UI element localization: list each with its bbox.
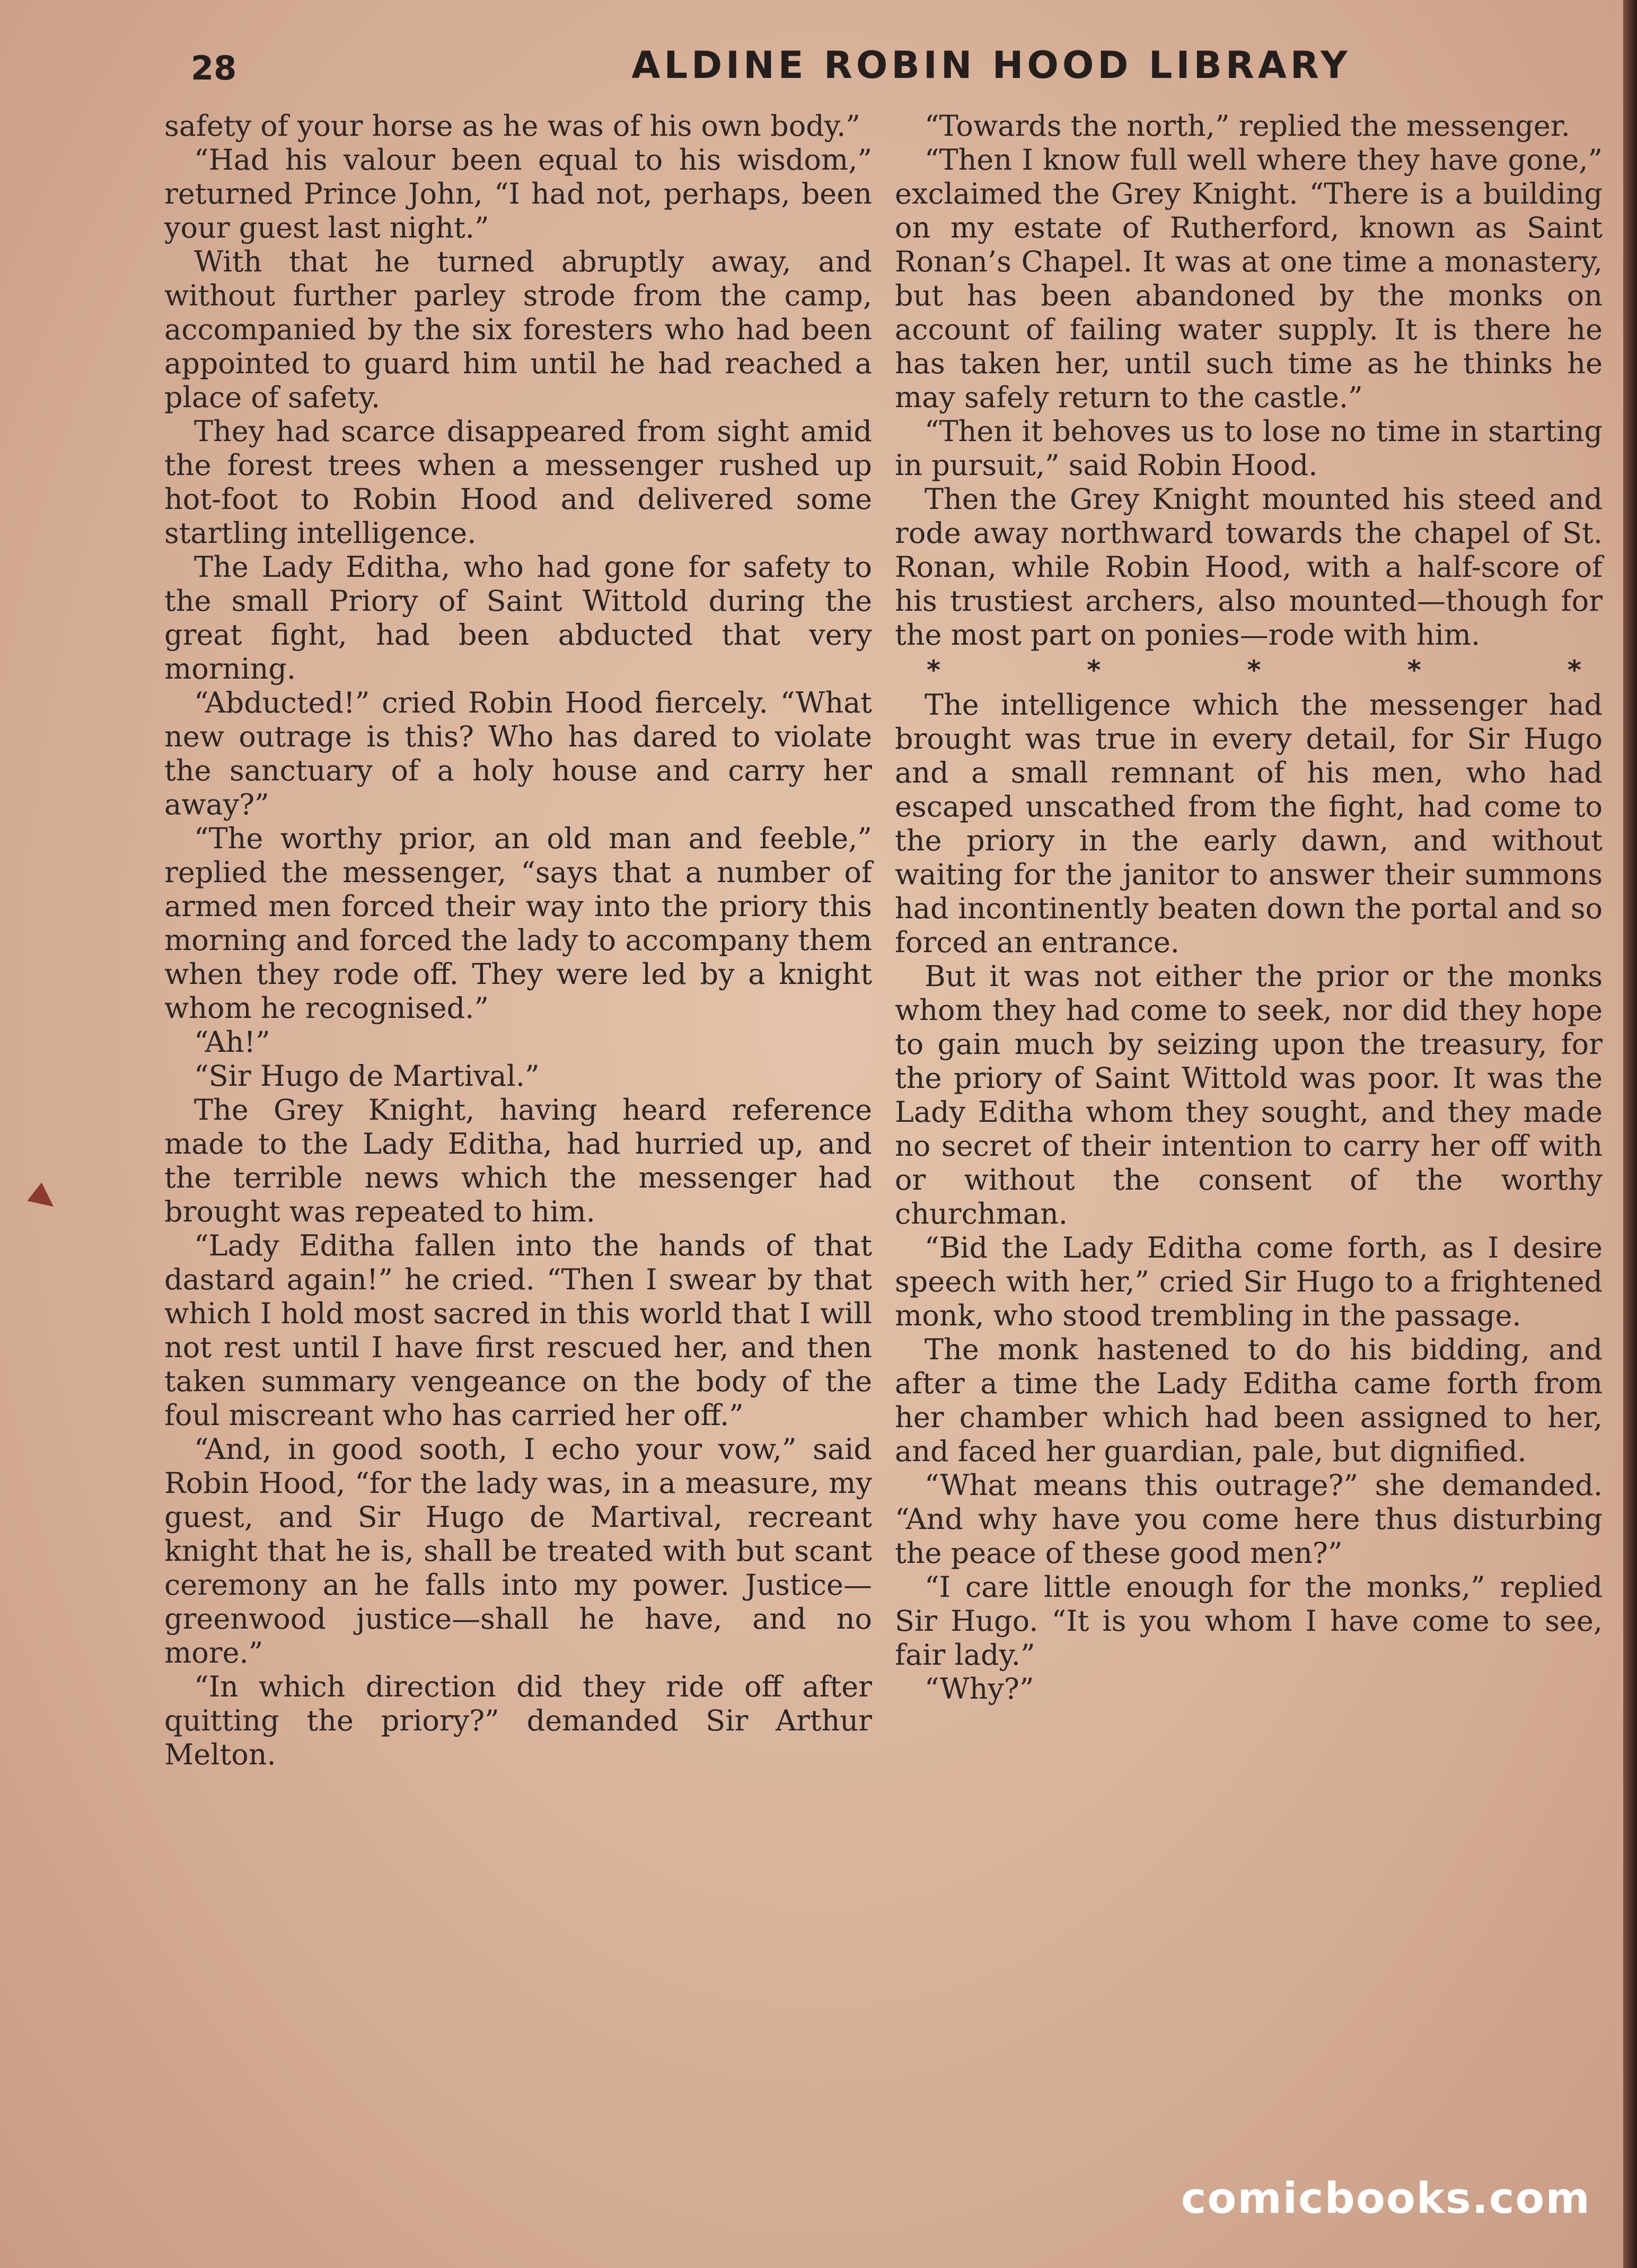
left-column bbox=[164, 109, 872, 1772]
paragraph: “Why?” bbox=[925, 1672, 1034, 1706]
page-number: 28 bbox=[191, 49, 237, 87]
paragraph: “Sir Hugo de Martival.” bbox=[194, 1059, 540, 1093]
paragraph: “The worthy prior, an old man and feeble,” replied the messenger, “says that a number of armed men forced their way into the priory this morning and forced the lady to accompany them when they rode off. They were led by a knight whom he recognised.” bbox=[164, 822, 872, 1025]
paragraph: The Lady Editha, who had gone for safety to the small Priory of Saint Wittold during the great fight, had been abducted that very morning. bbox=[164, 550, 872, 685]
paragraph: “In which direction did they ride off after quitting the priory?” demanded Sir Arthur Melton. bbox=[164, 1670, 872, 1771]
section-break: * * * * * bbox=[927, 655, 1581, 685]
paragraph: But it was not either the prior or the monks whom they had come to seek, nor did they hope to gain much by seizing upon the treasury, for the priory of Saint Wittold was poor. It was the Lady Editha whom they sought, and they made no secret of their intention to carry her off with or without the consent of the worthy churchman. bbox=[895, 960, 1603, 1230]
page-header bbox=[191, 43, 1612, 107]
right-column bbox=[895, 109, 1603, 1706]
paragraph: “Then I know full well where they have gone,” exclaimed the Grey Knight. “There is a building on my estate of Rutherford, known as Saint Ronan’s Chapel. It was at one time a monastery, but has been abandoned by the monks on account of failing water supply. It is there he has taken her, until such time as he thinks he may safely return to the castle.” bbox=[895, 143, 1603, 414]
paragraph: “Then it behoves us to lose no time in starting in pursuit,” said Robin Hood. bbox=[895, 415, 1603, 482]
watermark: comicbooks.com bbox=[1181, 2174, 1591, 2223]
paragraph: The Grey Knight, having heard reference made to the Lady Editha, had hurried up, and the terrible news which the messenger had brought was repeated to him. bbox=[164, 1093, 872, 1228]
paragraph: Then the Grey Knight mounted his steed and rode away northward towards the chapel of St. Ronan, while Robin Hood, with a half-score of his trustiest archers, also mounted—though for the most part on ponies—rode with him. bbox=[895, 482, 1603, 652]
paragraph: “Ah!” bbox=[194, 1025, 270, 1059]
paragraph: “Lady Editha fallen into the hands of that dastard again!” he cried. “Then I swear by that which I hold most sacred in this world that I will not rest until I have first rescued her, and then taken summary vengeance on the body of the foul miscreant who has carried her off.” bbox=[164, 1229, 872, 1432]
paragraph: They had scarce disappeared from sight amid the forest trees when a messenger rushed up hot-foot to Robin Hood and delivered some startling intelligence. bbox=[164, 415, 872, 550]
paragraph: safety of your horse as he was of his own body.” bbox=[164, 109, 860, 143]
paragraph: The intelligence which the messenger had brought was true in every detail, for Sir Hugo and a small remnant of his men, who had escaped unscathed from the fight, had come to the priory in the early dawn, and without waiting for the janitor to answer their summons had incontinently beaten down the portal and so forced an entrance. bbox=[895, 688, 1603, 959]
paragraph: “What means this outrage?” she demanded. “And why have you come here thus disturbing the peace of these good men?” bbox=[895, 1469, 1603, 1570]
paragraph: “Bid the Lady Editha come forth, as I desire speech with her,” cried Sir Hugo to a frightened monk, who stood trembling in the passage. bbox=[895, 1231, 1603, 1332]
paragraph: With that he turned abruptly away, and without further parley strode from the camp, accompanied by the six foresters who had been appointed to guard him until he had reached a place of safety. bbox=[164, 245, 872, 414]
paragraph: “I care little enough for the monks,” replied Sir Hugo. “It is you whom I have come to see, fair lady.” bbox=[895, 1570, 1603, 1672]
paragraph: “And, in good sooth, I echo your vow,” said Robin Hood, “for the lady was, in a measure, my guest, and Sir Hugo de Martival, recreant knight that he is, shall be treated with but scant ceremony an he falls into my power. Justice—greenwood justice—shall he have, and no more.” bbox=[164, 1432, 872, 1669]
paragraph: “Had his valour been equal to his wisdom,” returned Prince John, “I had not, perhaps, been your guest last night.” bbox=[164, 143, 872, 244]
gutter-mark bbox=[27, 1183, 60, 1216]
paragraph: “Abducted!” cried Robin Hood fiercely. “What new outrage is this? Who has dared to violate the sanctuary of a holy house and carry her away?” bbox=[164, 686, 872, 821]
paragraph: “Towards the north,” replied the messenger. bbox=[925, 109, 1570, 143]
running-title: ALDINE ROBIN HOOD LIBRARY bbox=[631, 43, 1351, 87]
page-edge-shadow bbox=[1623, 0, 1637, 2268]
paragraph: The monk hastened to do his bidding, and after a time the Lady Editha came forth from her chamber which had been assigned to her, and faced her guardian, pale, but dignified. bbox=[895, 1333, 1603, 1468]
